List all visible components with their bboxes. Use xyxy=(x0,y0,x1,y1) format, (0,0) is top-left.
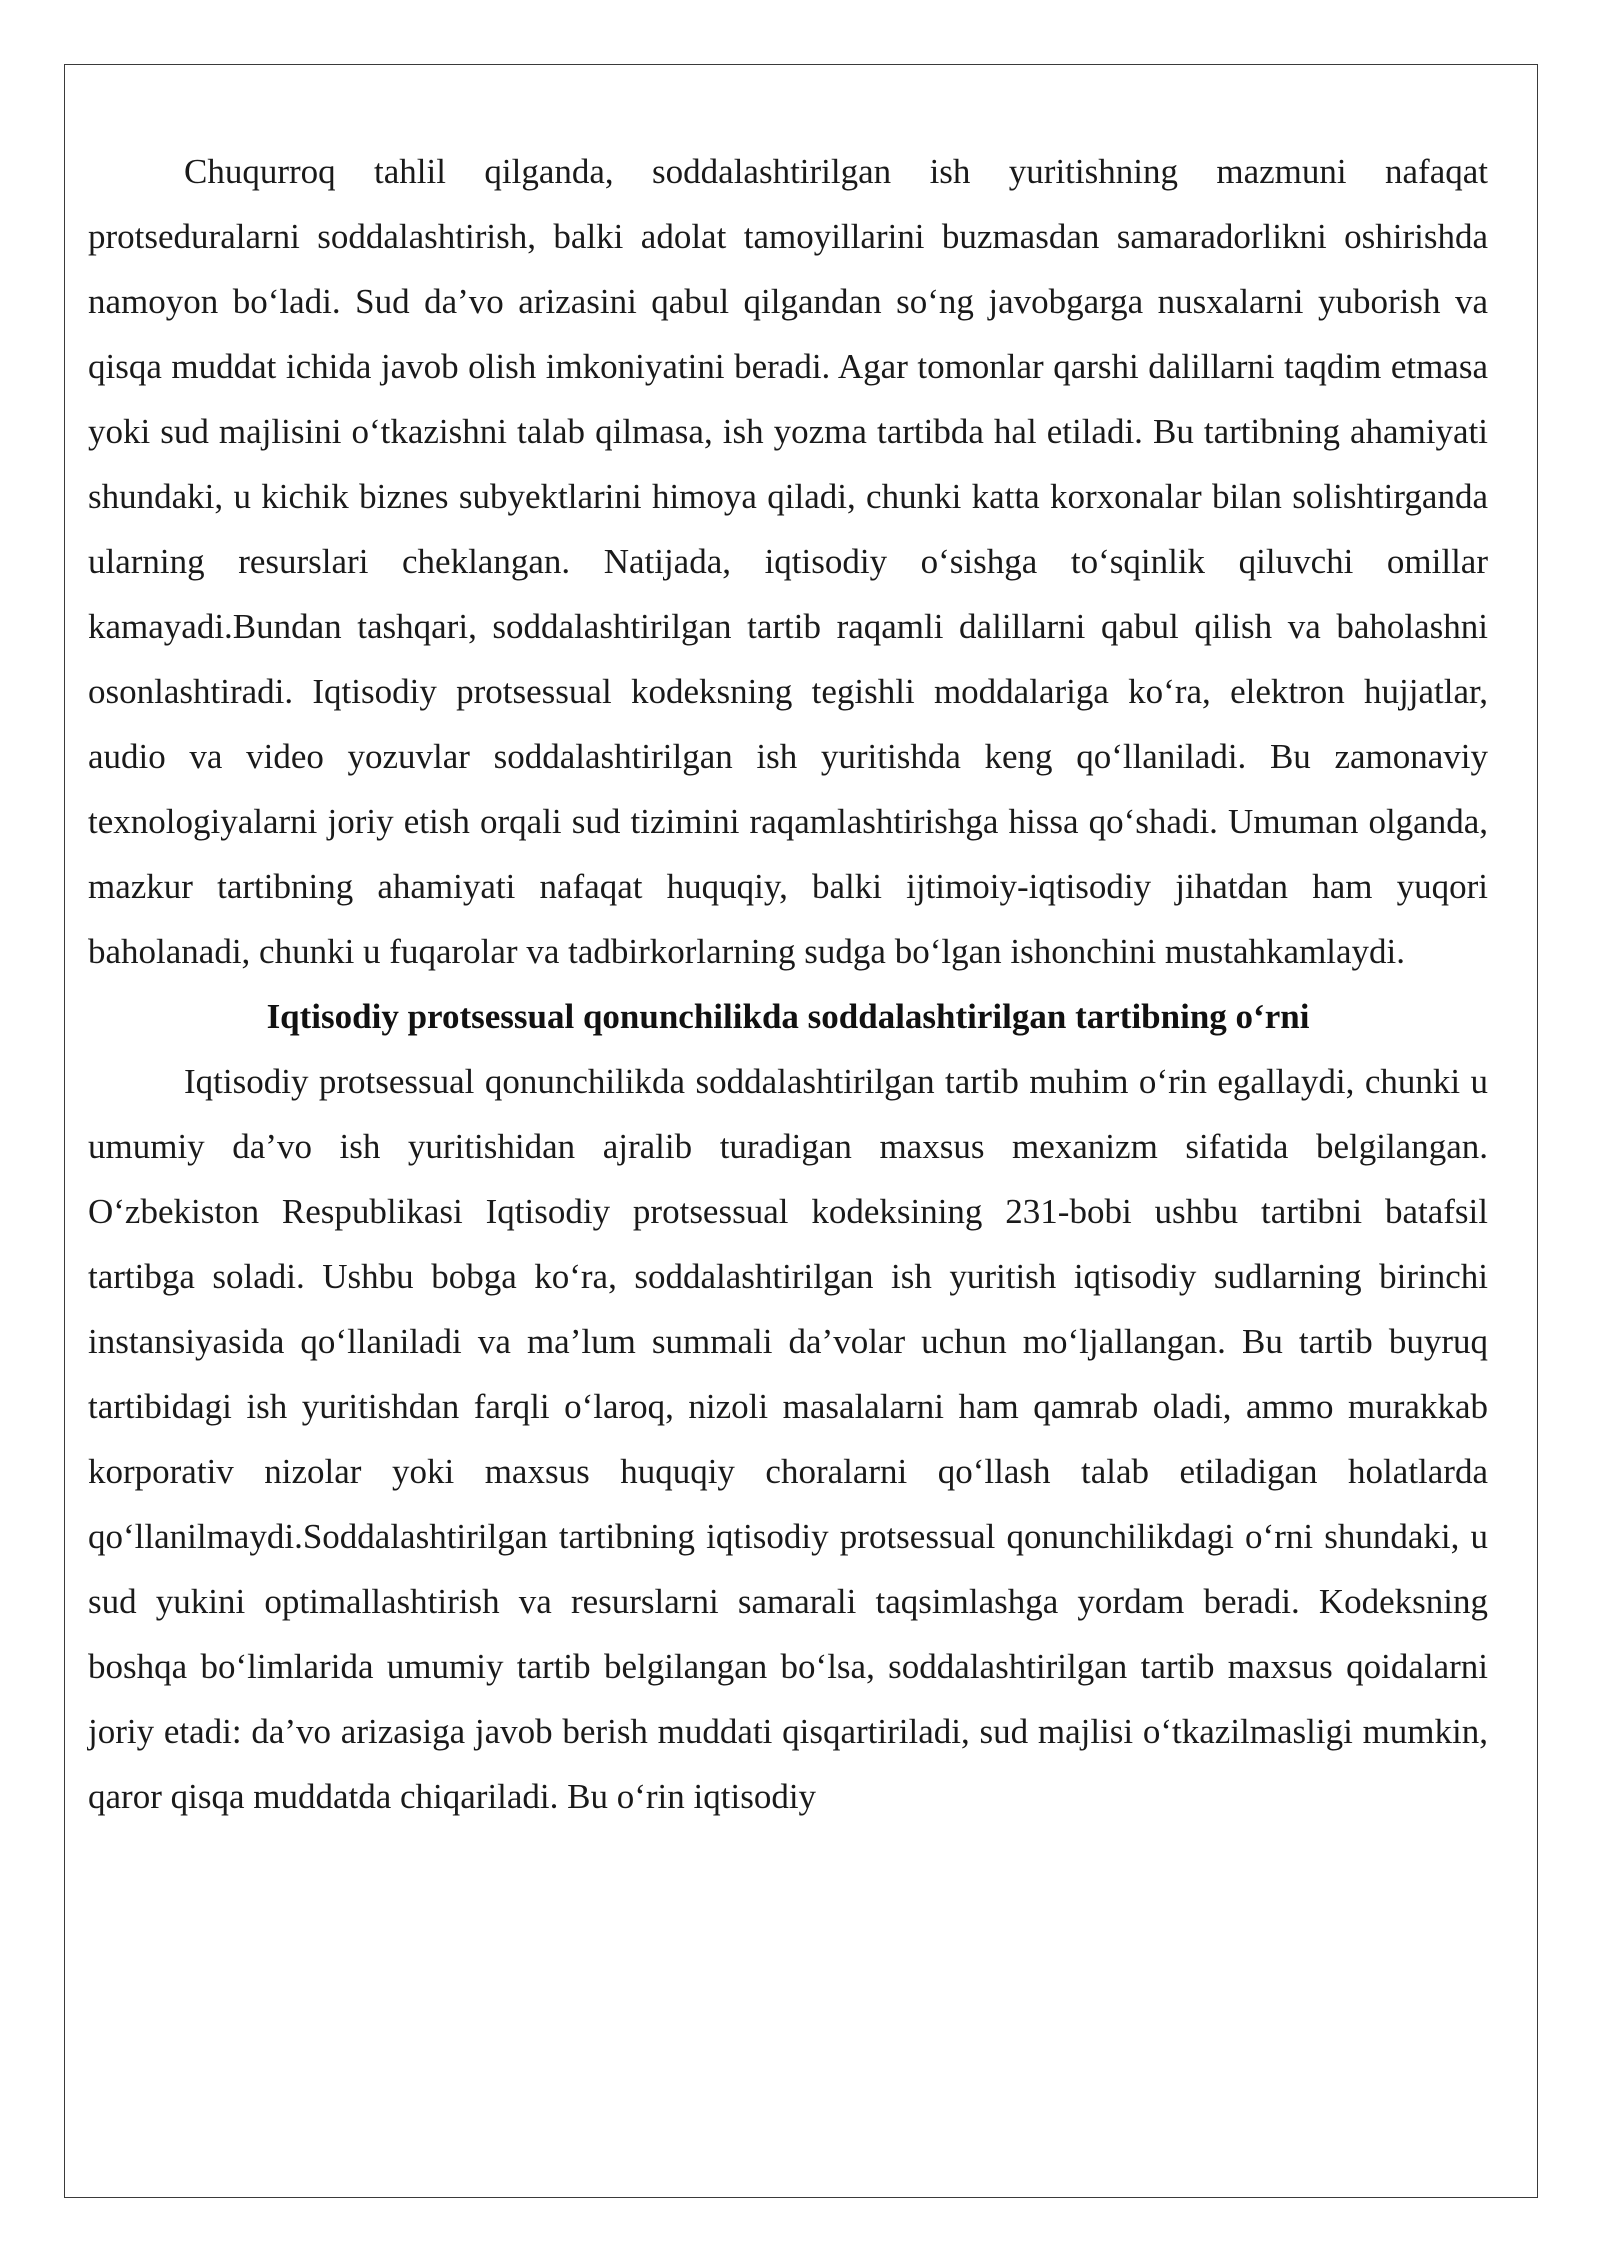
paragraph: Chuqurroq tahlil qilganda, soddalashtirilgan ish yuritishning mazmuni nafaqat protseduralarni soddalashtirish, balki adolat tamoyillarini buzmasdan samaradorlikni oshirishda namoyon bo‘ladi. Sud da’vo arizasini qabul qilgandan so‘ng javobgarga nusxalarni yuborish va qisqa muddat ichida javob olish imkoniyatini beradi. Agar tomonlar qarshi dalillarni taqdim etmasa yoki sud majlisini o‘tkazishni talab qilmasa, ish yozma tartibda hal etiladi. Bu tartibning ahamiyati shundaki, u kichik biznes subyektlarini himoya qiladi, chunki katta korxonalar bilan solishtirganda ularning resurslari cheklangan. Natijada, iqtisodiy o‘sishga to‘sqinlik qiluvchi omillar kamayadi.Bundan tashqari, soddalashtirilgan tartib raqamli dalillarni qabul qilish va baholashni osonlashtiradi. Iqtisodiy protsessual kodeksning tegishli moddalariga ko‘ra, elektron hujjatlar, audio va video yozuvlar soddalashtirilgan ish yuritishda keng qo‘llaniladi. Bu zamonaviy texnologiyalarni joriy etish orqali sud tizimini raqamlashtirishga hissa qo‘shadi. Umuman olganda, mazkur tartibning ahamiyati nafaqat huquqiy, balki ijtimoiy-iqtisodiy jihatdan ham yuqori baholanadi, chunki u fuqarolar va tadbirkorlarning sudga bo‘lgan ishonchini mustahkamlaydi. xyxy=(88,152,1488,971)
section-heading: Iqtisodiy protsessual qonunchilikda soddalashtirilgan tartibning o‘rni xyxy=(266,997,1310,1036)
paragraph: Iqtisodiy protsessual qonunchilikda soddalashtirilgan tartib muhim o‘rin egallaydi, chunki u umumiy da’vo ish yuritishidan ajralib turadigan maxsus mexanizm sifatida belgilangan. O‘zbekiston Respublikasi Iqtisodiy protsessual kodeksining 231-bobi ushbu tartibni batafsil tartibga soladi. Ushbu bobga ko‘ra, soddalashtirilgan ish yuritish iqtisodiy sudlarning birinchi instansiyasida qo‘llaniladi va ma’lum summali da’volar uchun mo‘ljallangan. Bu tartib buyruq tartibidagi ish yuritishdan farqli o‘laroq, nizoli masalalarni ham qamrab oladi, ammo murakkab korporativ nizolar yoki maxsus huquqiy choralarni qo‘llash talab etiladigan holatlarda qo‘llanilmaydi.Soddalashtirilgan tartibning iqtisodiy protsessual qonunchilikdagi o‘rni shundaki, u sud yukini optimallashtirish va resurslarni samarali taqsimlashga yordam beradi. Kodeksning boshqa bo‘limlarida umumiy tartib belgilangan bo‘lsa, soddalashtirilgan tartib maxsus qoidalarni joriy etadi: da’vo arizasiga javob berish muddati qisqartiriladi, sud majlisi o‘tkazilmasligi mumkin, qaror qisqa muddatda chiqariladi. Bu o‘rin iqtisodiy xyxy=(88,1062,1488,1816)
document-body xyxy=(88,139,1488,1829)
